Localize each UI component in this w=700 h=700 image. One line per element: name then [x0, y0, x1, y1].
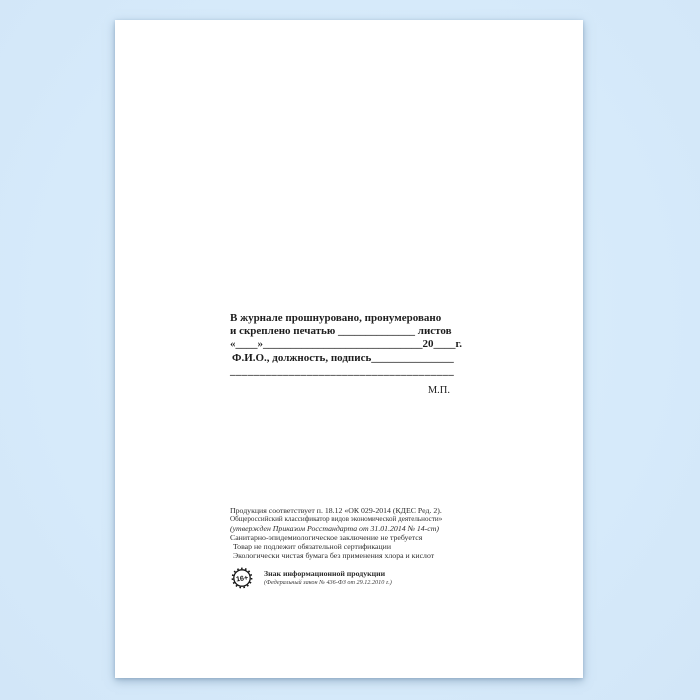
stitch-line-fio: Ф.И.О., должность, подпись_______________ [232, 351, 454, 364]
seal-place-label: М.П. [427, 385, 450, 397]
eco-statement: Экологически чистая бумага без применения хлора и кислот [233, 551, 435, 560]
journal-back-page [115, 20, 583, 678]
age-badge-text: 16+ [235, 572, 249, 584]
product-standard-line-2: Общероссийский классификатор видов экономической деятельности» [230, 515, 443, 523]
age-rating-text [264, 569, 392, 587]
certification-statement: Товар не подлежит обязательной сертификации [233, 542, 391, 551]
stitch-certification-block [230, 312, 462, 397]
stitch-line-2: и скреплено печатью ______________ листов [230, 325, 452, 338]
stitch-line-date: «____»_____________________________20____г. [230, 338, 463, 351]
compliance-block [230, 506, 442, 589]
stitch-line-1: В журнале прошнуровано, пронумеровано [230, 312, 442, 324]
stitch-line-signature-rule: ______________________________________ [230, 364, 455, 377]
age-rating-label: Знак информационной продукции [264, 569, 386, 578]
age-rating-law: (Федеральный закон № 436-ФЗ от 29.12.2010 г.) [264, 579, 392, 586]
age-rating-row [230, 567, 442, 589]
sanitary-statement: Санитарно-эпидемиологическое заключение не требуется [230, 533, 423, 542]
age-16plus-icon [231, 567, 253, 589]
product-standard-line-3: (утвержден Приказом Росстандарта от 31.01.2014 № 14-ст) [230, 524, 439, 533]
product-standard-line-1: Продукция соответствует п. 18.12 «ОК 029-2014 (КДЕС Ред. 2). [230, 506, 442, 515]
